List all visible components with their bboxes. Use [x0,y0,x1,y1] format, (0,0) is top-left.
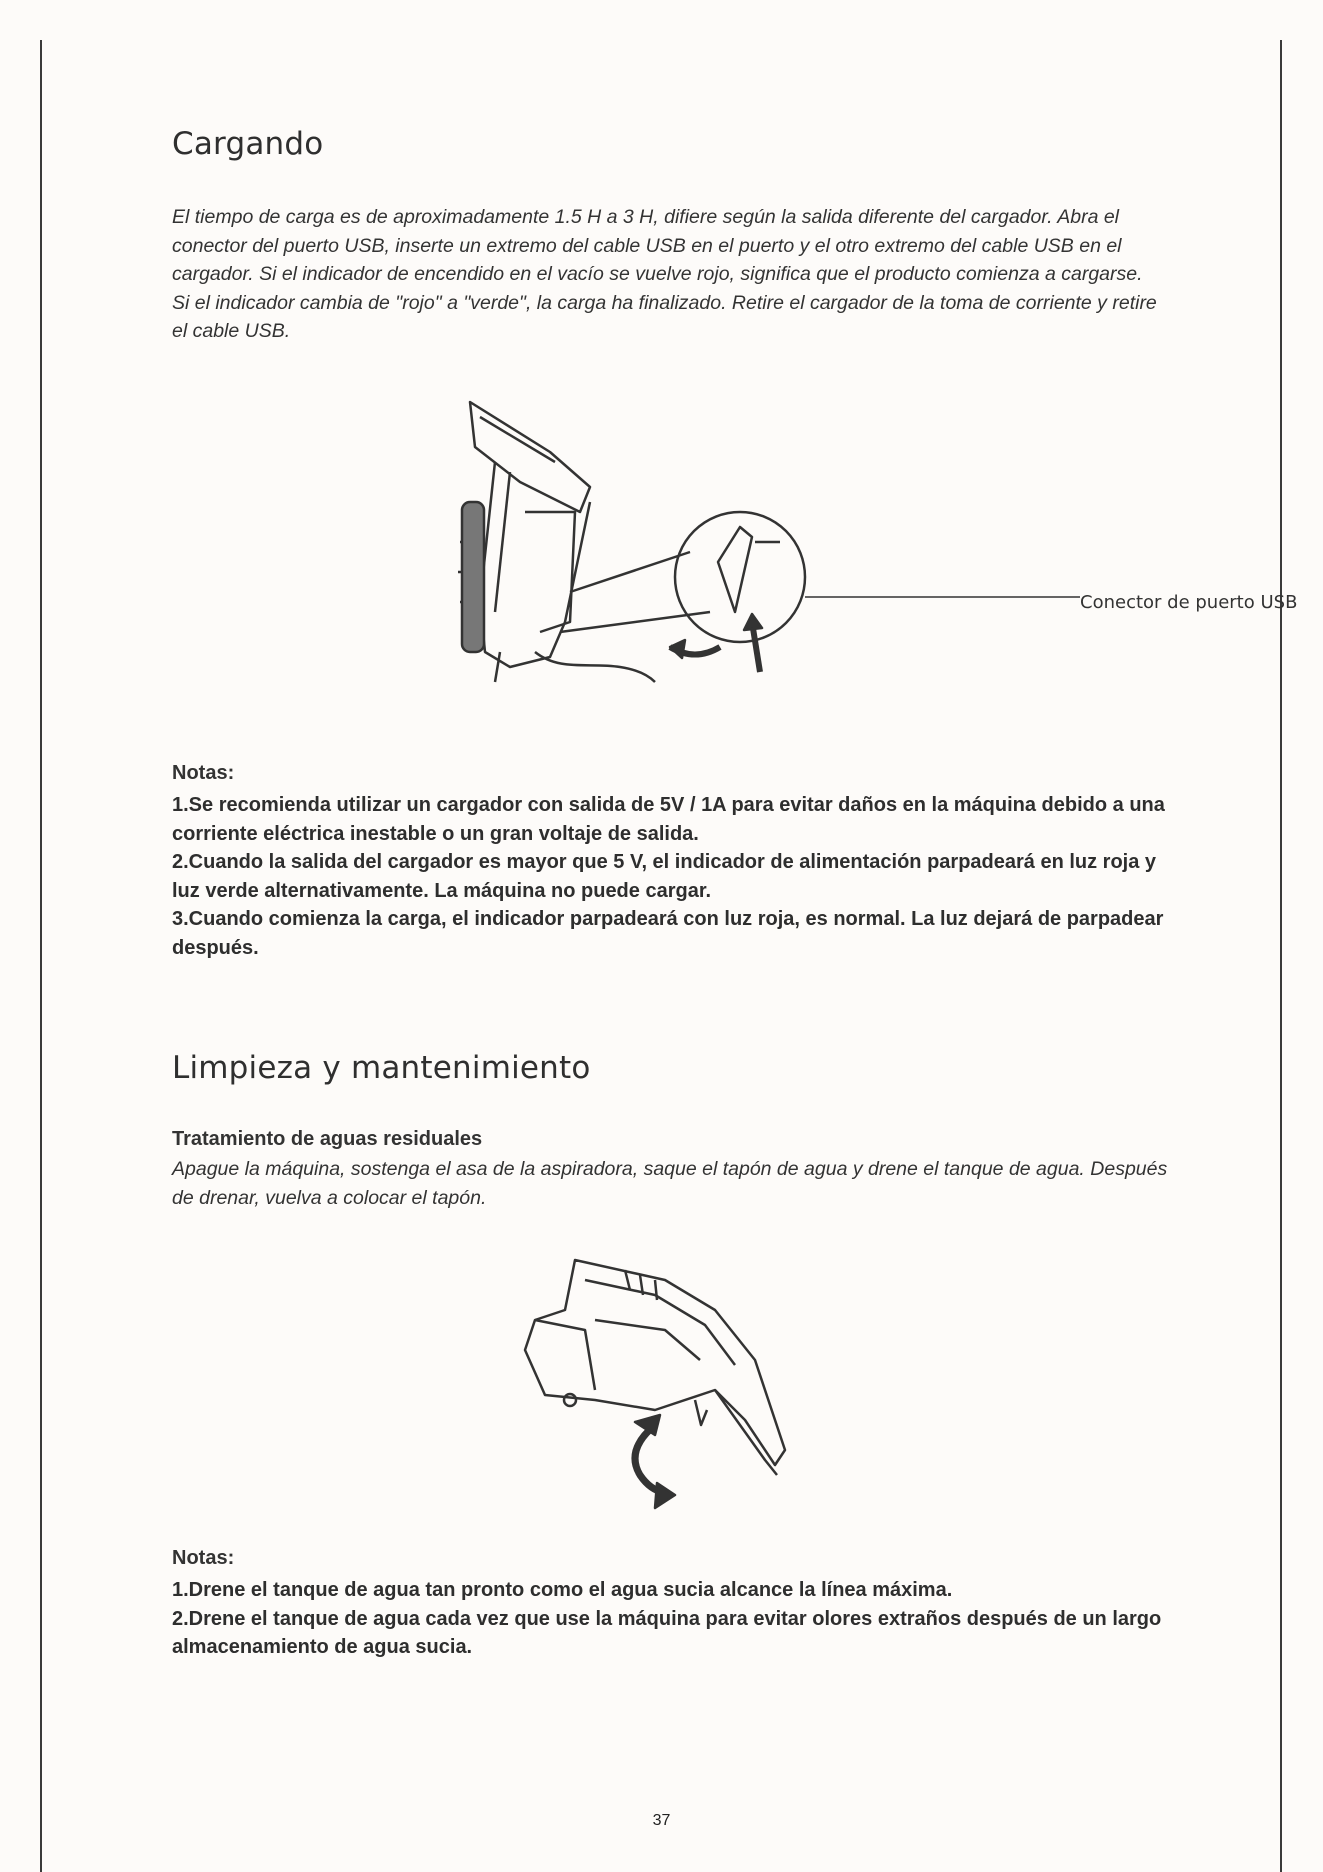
usb-port-callout-label: Conector de puerto USB [1080,592,1298,613]
charging-paragraph-1: El tiempo de carga es de aproximadamente 1.5 H a 3 H, difiere según la salida diferente del cargador. Abra el conector del puerto USB, inserte un extremo del cable USB en el puerto y el otro extremo del cable USB en el cargador. Si el indicador de encendido en el vacío se vuelve rojo, significa que el producto comienza a cargarse. [172,206,1143,285]
charging-notes [172,762,1172,962]
section-cleaning [172,1050,1172,1086]
section-charging [172,126,1172,162]
charging-note-3: 3.Cuando comienza la carga, el indicador parpadeará con luz roja, es normal. La luz dejará de parpadear después. [172,908,1164,959]
section-title-charging: Cargando [172,126,324,162]
cleaning-note-2: 2.Drene el tanque de agua cada vez que use la máquina para evitar olores extraños después de un largo almacenamiento de agua sucia. [172,1607,1162,1658]
page-number: 37 [652,1812,671,1829]
cleaning-note-1: 1.Drene el tanque de agua tan pronto como el agua sucia alcance la línea máxima. [172,1579,953,1601]
section-title-cleaning: Limpieza y mantenimiento [172,1050,591,1086]
page-border-right [1280,40,1282,1872]
charging-illustration [440,392,1080,702]
charging-text [172,203,1172,346]
charging-paragraph-2: Si el indicador cambia de "rojo" a "verde", la carga ha finalizado. Retire el cargador de la toma de corriente y retire el cable USB. [172,291,1157,342]
cleaning-notes-title: Notas: [172,1547,235,1569]
charging-note-1: 1.Se recomienda utilizar un cargador con salida de 5V / 1A para evitar daños en la máquina debido a una corriente eléctrica inestable o un gran voltaje de salida. [172,794,1165,845]
cleaning-text [172,1128,1172,1212]
charging-note-2: 2.Cuando la salida del cargador es mayor que 5 V, el indicador de alimentación parpadeará en luz roja y luz verde alternativamente. La máquina no puede cargar. [172,851,1157,902]
page-border-left [40,40,42,1872]
wastewater-subheading: Tratamiento de aguas residuales [172,1128,483,1150]
charging-notes-title: Notas: [172,762,235,784]
draining-illustration [515,1250,815,1520]
cleaning-notes [172,1547,1172,1662]
wastewater-paragraph: Apague la máquina, sostenga el asa de la aspiradora, saque el tapón de agua y drene el tanque de agua. Después de drenar, vuelva a colocar el tapón. [172,1158,1168,1209]
